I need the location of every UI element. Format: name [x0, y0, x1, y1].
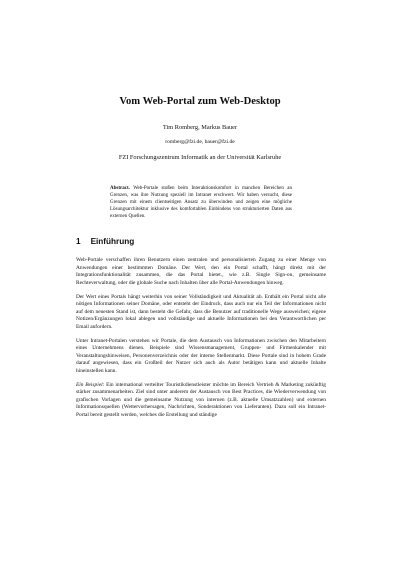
abstract-label: Abstract. [110, 186, 130, 191]
paragraph: Web-Portale verschaffen ihren Benutzern einen zentralen und personalisierten Zugang zu einer Menge von Anwendungen einer bestimmten Domäne. Der Wert, den ein Portal schafft, hängt direkt mit der Integrationsfunktionalität zusammen, die das Portal bietet., wie z.B. Single Sign-on, gemeinsame Rechteverwaltung, oder die globale Suche nach Inhalten über alle Portal-Anwendungen hinweg. [76, 257, 326, 286]
paragraph: Der Wert eines Portals hängt weiterhin von seiner Vollständigkeit und Aktualität ab. Enthält ein Portal nicht alle nötigen Informationen seiner Domäne, oder entsteht der Eindruck, dass auch nur ein Teil der Informationen nicht auf dem neuesten Stand ist, dann besteht die Gefahr, dass die Benutzer auf traditionelle Wege ausweichen; eigene Notizen/Ergänzungen lokal ablegen und vollständige und aktuelle Informationen bei den Verantwortlichen per Email anfordern. [76, 293, 326, 330]
example-paragraph [76, 382, 326, 420]
paper-title: Vom Web-Portal zum Web-Desktop [119, 96, 281, 107]
section-title: Einführung [90, 237, 135, 246]
example-label: Ein Beispiel: [76, 381, 105, 388]
abstract [110, 186, 292, 221]
section-number: 1 [76, 237, 81, 246]
body-text [76, 257, 326, 426]
paragraph: Unter Intranet-Portalen verstehen wir Portale, die dem Austausch von Informationen zwischen den Mitarbeitern eines Unternehmens dienen. Beispiele sind Wissensmanagement, Gruppen- und Firmenkalender mit Veranstaltungshinweisen, Personenverzeichnis oder der interne Stellenmarkt. Diese Portale sind in hohem Grade darauf angewiesen, dass ein Großteil der Nutzer sich auch als Autor betätigen kann und aktuelle Inhalte hineinstellen kann. [76, 337, 326, 374]
section-heading [76, 237, 134, 246]
paper-authors: Tim Romberg, Markus Bauer [162, 124, 238, 131]
example-text: Ein international verteilter Touristikdienstleister möchte im Bereich Vertrieb & Marketing zukünftig stärker zusammenarbeiten. Ziel sind unter anderem der Austausch von Best Practices, die Wiederverwendung von grafischen Vorlagen und die gemeinsame Nutzung von internen (z.B. aktuelle Umsatzzahlen) und externen Informationsquellen (Wettervorhersagen, Nachrichten, Sonderaktionen von Lieferanten). Dazu soll ein Intranet-Portal bereit gestellt werden, welches die Erstellung und ständige [76, 381, 326, 418]
author-emails: romberg@fzi.de, bauer@fzi.de [165, 139, 235, 145]
abstract-text: Web-Portale stoßen beim Interaktionskomfort in manchen Bereichen an Grenzen, was ihre Nutzung speziell im Intranet erschwert. Wir haben versucht, diese Grenzen mit einem clientseitigen Ansatz zu überwinden und zeigen eine mögliche Lösungsarchitektur inklusive des komfortablen Einbindens von strukturierten Daten aus externen Quellen. [110, 186, 292, 219]
author-affiliation: FZI Forschungszentrum Informatik an der Universität Karlsruhe [118, 154, 282, 161]
